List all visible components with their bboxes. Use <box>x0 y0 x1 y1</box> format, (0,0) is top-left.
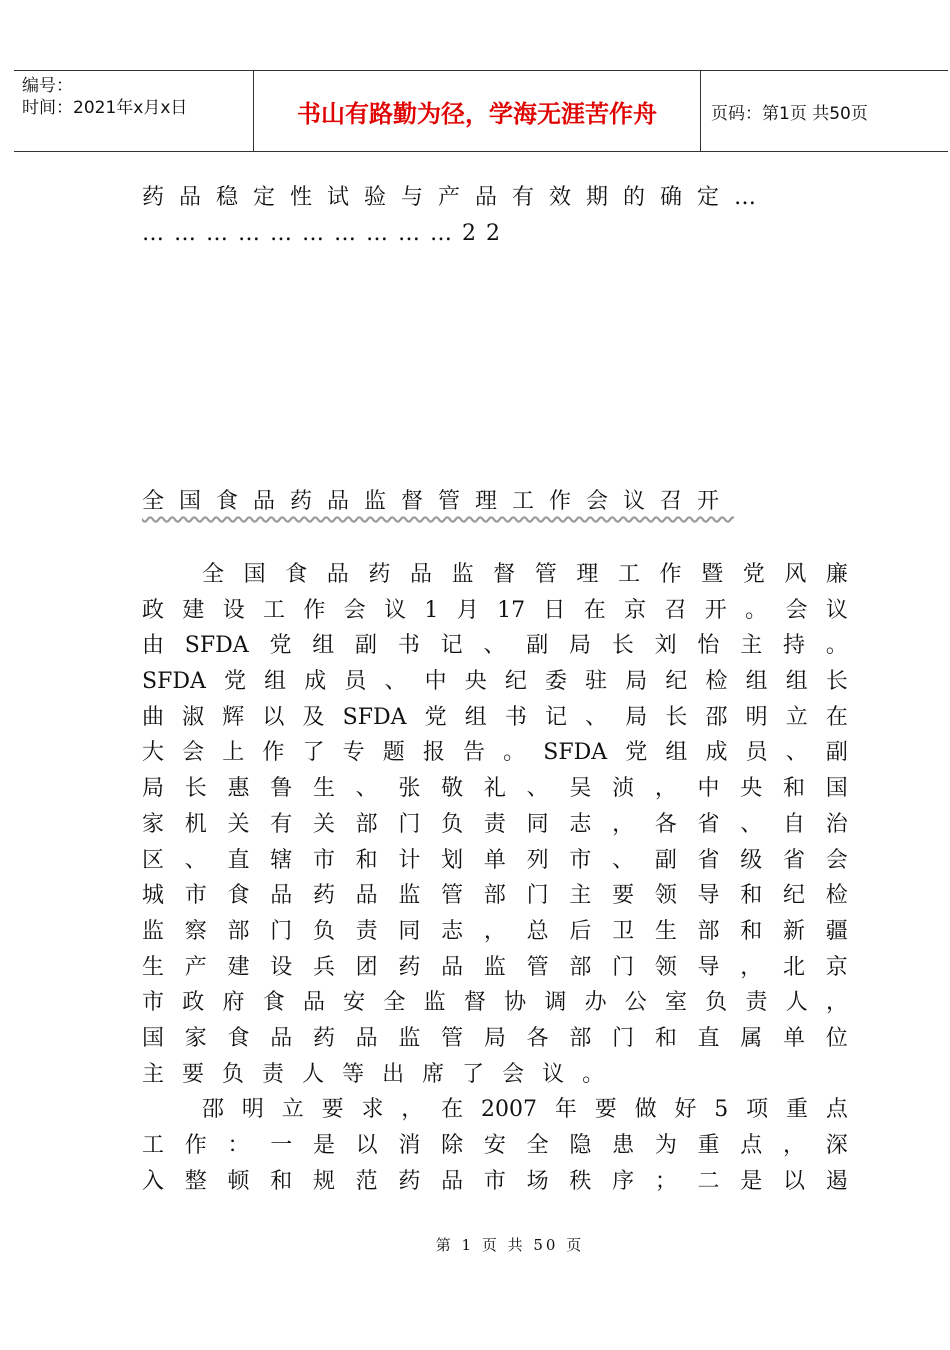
article-line: 监 察 部 门 负 责 同 志 ， 总 后 卫 生 部 和 新 疆 <box>142 918 848 944</box>
article-line: 政 建 设 工 作 会 议 1 月 17 日 在 京 召 开 。 会 议 <box>142 597 848 623</box>
article-line: 工 作 ： 一 是 以 消 除 安 全 隐 患 为 重 点 ， 深 <box>142 1133 848 1158</box>
article-line: 由 SFDA 党 组 副 书 记 、 副 局 长 刘 怡 主 持 。 <box>142 633 848 659</box>
time-label: 时间：2021年x月x日 <box>22 98 188 118</box>
article-line: 城 市 食 品 药 品 监 管 部 门 主 要 领 导 和 纪 检 <box>142 883 848 909</box>
article-line: 曲 淑 辉 以 及 SFDA 党 组 书 记 、 局 长 邵 明 立 在 <box>142 704 848 730</box>
article-body <box>142 557 848 1199</box>
article-line: 生 产 建 设 兵 团 药 品 监 管 部 门 领 导 ， 北 京 <box>142 954 848 980</box>
toc-line-1: 药品稳定性试验与产品有效期的确定… <box>142 185 772 210</box>
number-label: 编号： <box>22 76 73 96</box>
article-line: 大 会 上 作 了 专 题 报 告 。 SFDA 党 组 成 员 、 副 <box>142 740 848 766</box>
article-line: 区 、 直 辖 市 和 计 划 单 列 市 、 副 省 级 省 会 <box>142 847 848 873</box>
article-line: 家 机 关 有 关 部 门 负 责 同 志 ， 各 省 、 自 治 <box>142 811 848 837</box>
article-line: 主 要 负 责 人 等 出 席 了 会 议 。 <box>142 1061 605 1087</box>
article-line: 国 家 食 品 药 品 监 管 局 各 部 门 和 直 属 单 位 <box>142 1025 848 1051</box>
toc-entry <box>142 180 822 252</box>
article-title: 全国食品药品监督管理工作会议召开 <box>142 489 735 514</box>
article-line: 入 整 顿 和 规 范 药 品 市 场 秩 序 ； 二 是 以 遏 <box>142 1168 848 1194</box>
header-page-label: 页码：第1页 共50页 <box>711 103 868 124</box>
article-line: 邵 明 立 要 求 ， 在 2007 年 要 做 好 5 项 重 点 <box>202 1097 848 1123</box>
header-motto: 书山有路勤为径，学海无涯苦作舟 <box>254 71 701 151</box>
toc-line-2: …………………………22 <box>142 221 510 246</box>
header-meta <box>14 71 254 151</box>
page-footer: 第 1 页 共 50 页 <box>435 1236 585 1254</box>
page-header <box>14 70 948 152</box>
article-line: 局 长 惠 鲁 生 、 张 敬 礼 、 吴 浈 ， 中 央 和 国 <box>142 776 848 802</box>
article-line: SFDA 党 组 成 员 、 中 央 纪 委 驻 局 纪 检 组 组 长 <box>142 669 848 695</box>
article-line: 全 国 食 品 药 品 监 督 管 理 工 作 暨 党 风 廉 <box>202 562 848 587</box>
article-line: 市 政 府 食 品 安 全 监 督 协 调 办 公 室 负 责 人 ， <box>142 990 848 1016</box>
